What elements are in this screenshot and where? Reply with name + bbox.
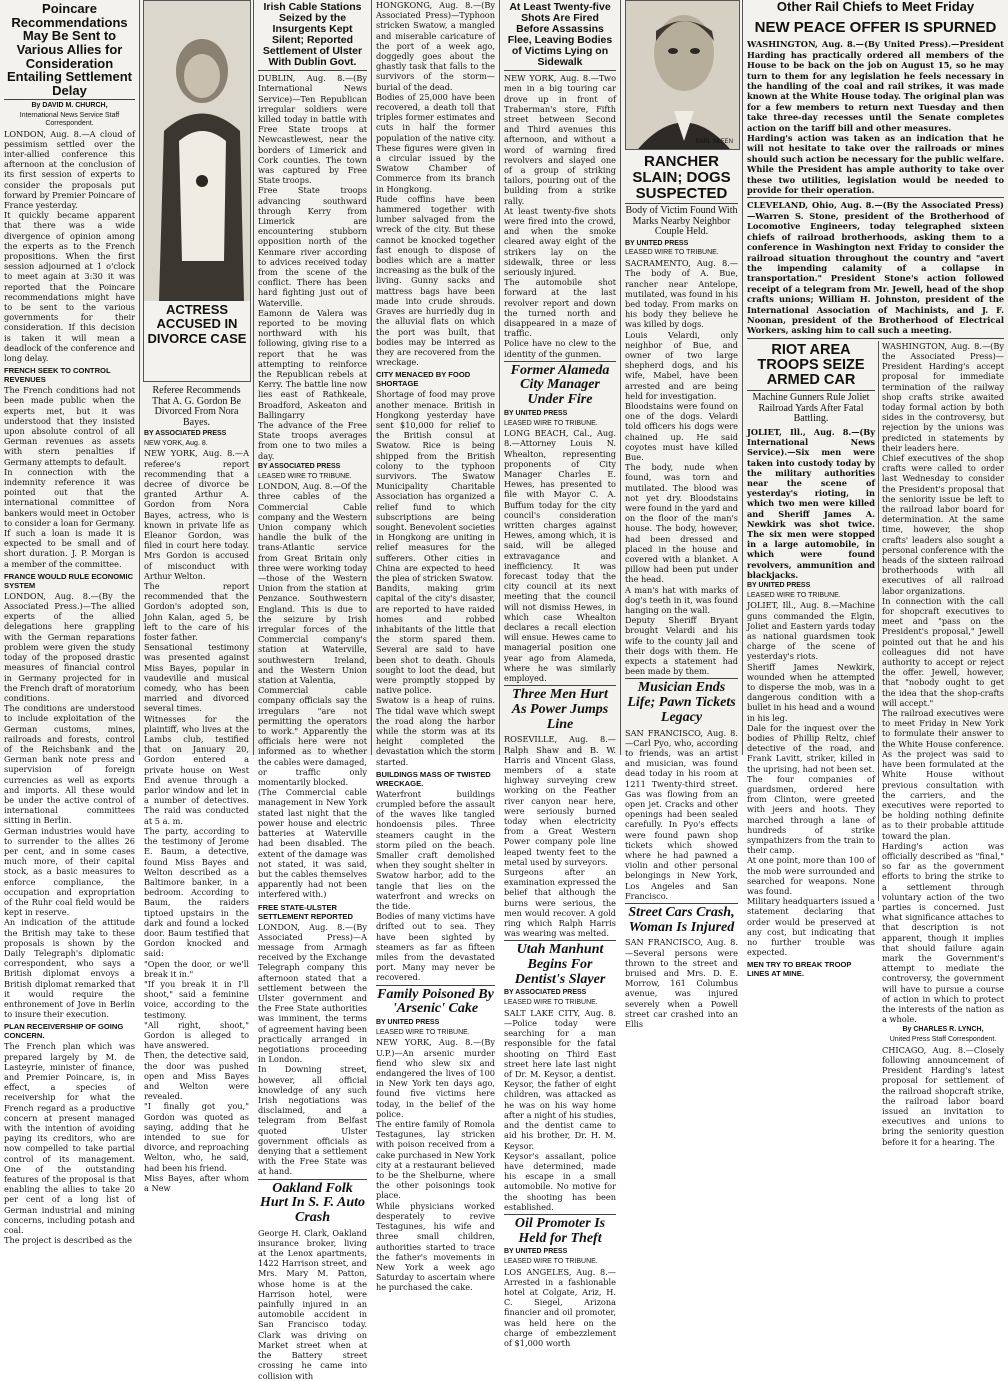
column-4 — [372, 0, 499, 1293]
divider — [625, 678, 738, 679]
paragraph: Miss Bayes, after whom a New — [144, 1172, 249, 1193]
byline: BY UNITED PRESS — [504, 1248, 568, 1256]
paragraph: SACRAMENTO, Aug. 8.—The body of A. Bue, rancher near Antelope, mutilated, was found in his bed today. From marks on his body they believe he was killed by dogs. — [625, 258, 738, 330]
column-7 — [743, 0, 1008, 1147]
headline-utah-manhunt: Utah Manhunt Begins For Dentist's Slayer — [514, 942, 606, 987]
byline-wire: LEASED WIRE TO TRIBUNE. — [504, 419, 598, 427]
paragraph: Free State troops advancing southward through Kerry from Limerick are encountering stubborn opposition north of the Kenmare river according to advices received today from the scene of the conflict. There has been hard fighting just out of Waterville. — [258, 185, 367, 308]
paragraph: LOS ANGELES, Aug. 8.—Arrested in a fashionable hotel at Colgate, Ariz, H. C. Siegel, Arizona financier and oil promoter, was held here on the charge of embezzlement of $1,000 worth — [504, 1266, 616, 1349]
rancher-photo — [625, 0, 740, 150]
byline-wire: LEASED WIRE TO TRIBUNE. — [747, 591, 841, 599]
divider — [504, 940, 616, 941]
paragraph: ROSEVILLE, Aug. 8.—Ralph Shaw and B. W. Harris and Vincent Glass, members of a state highway surveying crew working on the Feather river canyon near here, were seriously burned today when electricity from a Great Western Power company pole line leaped twenty feet to the metal used by surveyors. — [504, 734, 616, 867]
paragraph: "All right, shoot," Gordon is alleged to have answered. — [144, 1019, 249, 1051]
paragraph: JOLIET, Ill., Aug. 8.—(By International News Service).—Six men were taken into custody today by the military authorities near the scene of yesterday's rioting, in which two men were killed and Sheriff James A. Newkirk was shot twice. The six men were stopped in a large automobile, in which were found revolvers, ammunition and blackjacks. — [747, 426, 875, 580]
subhead: PLAN RECEIVERSHIP OF GOING CONCERN. — [4, 1022, 124, 1041]
paragraph: The four companies of guardsmen, ordered here from Clinton, were greeted with jeers and hoots. They marched through a lane of hundreds of strike sympathizers from the train to their camp. — [747, 773, 875, 856]
paragraph: NEW YORK, Aug. 8.—(By U.P.)—An arsenic murder fiend who slew six and endangered the lives of 100 in New York ten days ago, found five victims here today, in the belief of the police. — [376, 1037, 495, 1119]
headline-irish-cable: Irish Cable Stations Seized by the Insurgents Kept Silent; Reported Settlement of Ulster With Dublin Govt. — [262, 1, 363, 69]
paragraph: Harding's action was taken as an indication that he will not hesitate to take over the railroads or mines should such action be necessary for the public welfare. While the President has ample authority to take over these two utilities, legislation would be needed to provide for their operation. — [747, 133, 1004, 196]
byline-wire: LEASED WIRE TO TRIBUNE. — [625, 249, 719, 257]
byline-wire: LEASED WIRE TO TRIBUNE. — [504, 1257, 598, 1265]
paragraph: NEW YORK, Aug. 8.—A referee's report recommending that a decree of divorce be granted Arthur A. Gordon from Nora Bayes, actress, who is known in private life as Eleanor Gordon, was filed in court here today. Mrs Gordon is accused of misconduct with Arthur Welton. — [144, 448, 249, 581]
paragraph: The party, according to the testimony of Jerome E. Baum, a detective, found Miss Bayes and Welton described as a Baltimore banker, in a bedroom. According to Baum, the raiders tiptoed upstairs in the dark and found a locked door. Baum testified that Gordon knocked and said: — [144, 825, 249, 959]
headline-rancher-slain: RANCHER SLAIN; DOGS SUSPECTED — [632, 153, 731, 202]
byline-wire: LEASED WIRE TO TRIBUNE. — [258, 472, 352, 480]
headline-street-cars: Street Cars Crash, Woman Is Injured — [628, 904, 735, 935]
paragraph: The entire family of Romola Testagunes, lay stricken with poison received from a cake purchased in New York city at a restaurant believed to be the Shelburne, where the other poisonings took place. — [376, 1119, 495, 1201]
paragraph: In Downing street, however, all official knowledge of any such Irish negotiations was disclaimed, and a telegram from Belfast quoted Ulster government officials as denying that a settlement with the Free State was at hand. — [258, 1064, 367, 1177]
paragraph: Louis Velardi, only neighbor of Bue, and owner of two large shepherd dogs, and his wife, Mabel, have been arrested and are being held for investigation. — [625, 329, 738, 401]
paragraph: SAN FRANCISCO, Aug. 8.—Carl Pyo, who, according to friends, was an artist and musician, was found dead today in his room at 1211 Twenty-third street. Gas was flowing from an open jet. Cracks and other openings had been sealed carefully. In Pyo's effects were found pawn shop tickets which showed where he had pawned a violin and other personal belongings in New York, Los Angeles and San Francisco. — [625, 727, 738, 901]
paragraph: Sheriff James Newkirk, wounded when he attempted to disperse the mob, was in a dangerous condition with a bullet in his head and a wound in his leg. — [747, 661, 875, 723]
headline-alameda-manager: Former Alameda City Manager Under Fire — [510, 362, 610, 408]
divider — [258, 1179, 367, 1180]
divider — [625, 203, 738, 204]
headline-shots-fired: At Least Twenty-five Shots Are Fired Before Assassins Flee, Leaving Bodies of Victims Lying on Sidewalk — [507, 1, 613, 69]
paragraph: It quickly became apparent that there was a wide divergence of opinion among the experts as to the French propositions. When the first session adjourned at 1 o'clock to meet again at 3:30 it was reported that the Poincare recommendations might have to be sent to the various governments for their consideration. If this decision is taken it will mean a deadlock of the conference and long delay. — [4, 210, 135, 364]
paragraph: In connection with the indemnity reference it was pointed out that the international committee of bankers would meet in October to consider a loan for Germany. If such a loan is made it is expected to be small and of short duration. J. P. Morgan is a member of the committee. — [4, 466, 135, 569]
column-1 — [0, 0, 139, 1246]
paragraph: HONGKONG, Aug. 8.—(By Associated Press)—Typhoon stricken Swatow, a mangled and miserable caricature of the port of a week ago, doggedly goes about the ghastly task that falls to the survivors of the storm—burial of the dead. — [376, 0, 495, 92]
paragraph: Eamonn de Valera was reported to be moving northward with his following, giving rise to a report that he was attempting to reinforce the Republican rebels at Kerry. The battle line now lies east of Rathkeale, Broadford, Askeaton and Ballingarry — [258, 307, 367, 420]
paragraph: LONDON, Aug. 8.—A cloud of pessimism settled over the inter-allied conference this afternoon at the conclusion of its first session of experts to consider the proposals put forward by Premier Poincare of France yesterday. — [4, 128, 135, 210]
paragraph: A man's hat with marks of dog's teeth in it, was found hanging on the wall. — [625, 584, 738, 616]
paragraph: At one point, more than 100 of the mob were surrounded and searched for weapons. None was found. — [747, 855, 875, 897]
paragraph: The railroad executives were to meet Friday in New York to formulate their answer to the White House conference. As the project was said to have been formulated at the White House without previous consultation with the carriers, and the executives were reported to be holding nothing definite as to their probable attitude toward the plan. — [882, 708, 1004, 841]
headline-poincare: Poincare Recommendations May Be Sent to Various Allies for Consideration Entailing Settlement Delay — [7, 1, 132, 98]
paragraph: An indication of the attitude the British may take to these proposals is shown by the Daily Telegraph's diplomatic correspondent, who says a British diplomat envoys a British diplomat remarked that it would require the enthronement of Jove in Berlin to insure their execution. — [4, 917, 135, 1020]
paragraph: Waterfront buildings crumpled before the assault of the waves like tangled hondoensis piles. Three steamers caught in the storm piled on the beach. Smaller craft demolished when they sought shelter in Swatow harbor, add to the tangle that lies on the waterfront and wrecks on the tide. — [376, 788, 495, 912]
paragraph: Bloodstains were found on one of the dogs. Velardi told officers his dogs were chained up. He said coyotes must have killed Bue. — [625, 400, 738, 462]
paragraph: German industries would have to surrender to the allies 26 per cent, and in some cases much more, of their capital stock, as a basic measures to enforce compliance, the occupation and expropriation of the Ruhr coal field would be kept in reserve. — [4, 825, 135, 918]
paragraph: "If you break it in I'll shoot," said a feminine voice, according to the testimony. — [144, 978, 249, 1020]
byline-wire: LEASED WIRE TO TRIBUNE. — [376, 1028, 470, 1036]
byline: BY ASSOCIATED PRESS — [258, 462, 341, 470]
paragraph: Keysor's assailant, police have determined, made his escape in a small automobile. No motive for the shooting has been established. — [504, 1150, 616, 1212]
paragraph: Bandits, making grim capital of the city's disaster, are reported to have raided homes and robbed inhabitants of the little that the storm spared them. Several are said to have been shot to death. Ghouls sought to loot the dead, but were promptly stopped by native police. — [376, 583, 495, 696]
portrait-illustration — [626, 1, 739, 149]
byline: BY UNITED PRESS — [747, 581, 811, 589]
subhead: BUILDINGS MASS OF TWISTED WRECKAGE. — [376, 769, 491, 788]
headline-family-poisoned: Family Poisoned By 'Arsenic' Cake — [377, 986, 494, 1017]
headline-oil-promoter: Oil Promoter Is Held for Theft — [514, 1215, 606, 1246]
divider — [376, 985, 495, 986]
top-banner: Other Rail Chiefs to Meet Friday — [776, 0, 975, 14]
paragraph: SALT LAKE CITY, Aug. 8.—Police today were searching for a man responsible for the fatal shooting on Third East street here late last night of Dr. M. Keysor, a dentist. Keysor, the father of eight children, was attacked as he was on his way home after a night of his studies, and the dentist came to aid his brother, Dr. H. M. Keysor. — [504, 1007, 616, 1151]
byline: BY ASSOCIATED PRESS — [504, 989, 587, 997]
paragraph: LONG BEACH, Cal., Aug. 8.—Attorney Louis N. Whealton, representing proponents of City Manager Charles E. Hewes, has presented to file with Mayor C. A. Buffum today for the city council's consideration written charges against Hewes, among which, it is said, will be alleged extravagance and inefficiency. It was forecast today that the city council at its next meeting that the council will not dismiss Hewes, in which case Whealton declares a recall election will ensue. Hewes came to managerial position one year ago from Alameda, where he was similarly employed. — [504, 428, 616, 684]
column-2 — [140, 0, 253, 1193]
paragraph: The project is described as the — [4, 1235, 132, 1246]
paragraph: LONDON, Aug. 8.—Of the three cables of the Commercial Cable company and the Western Union company which handle the bulk of the trans-Atlantic service from Great Britain only three were working today—those of the Western Union from the station at Penzance. Southwestern England. This is due to the seizure by Irish irregular forces of the Commercial company's station at Waterville, southwestern Ireland, and the Western Union station at Valentia, — [258, 481, 367, 686]
headline-oakland-crash: Oakland Folk Hurt In S. F. Auto Crash — [259, 1180, 366, 1225]
column-5 — [500, 0, 620, 1349]
paragraph: Shortage of food may prove another menace. British in Hongkong yesterday have sent $10,000 for relief to the British consul at Swatow. Rice is being shipped from the British colony to the typhoon survivors. The Swatow Municipality Charitable Association has organized a relief fund to which subscriptions are being sought. Benevolent societies in Hongkong are uniting in relief measures for the sufferers. Other cities in China are expected to heed the plea of stricken Swatow. — [376, 389, 495, 583]
paragraph: "I finally got you," Gordon was quoted as saying, adding that he intended to sue for divorce, and reproaching Welton, who, he said, had been his friend. — [144, 1101, 249, 1173]
paragraph: Chief executives of the shop crafts were called to order last Wednesday to consider the President's proposal that the seniority issue be left to the railroad labor board for determination. At the same time, however, the shop crafts' leaders also sought a personal conference with the heads of the sixteen railroad brotherhoods with all executives of all railroad labor organizations. — [882, 453, 1004, 596]
paragraph: The French conditions had not been made public when the experts met, but it was understood that they insisted upon absolute control of all German revenues as assets with stern penalties if Germany attempts to default. — [4, 385, 135, 467]
subheadline-body-found: Body of Victim Found With Marks Nearby Neighbor Couple Held. — [625, 205, 738, 238]
headline-peace-offer: NEW PEACE OFFER IS SPURNED — [754, 18, 997, 36]
column-6 — [621, 0, 742, 1029]
photo-label: EARL SKEEN — [695, 139, 733, 145]
dateline: NEW YORK, Aug. 8. — [144, 439, 208, 447]
paragraph: Dale for the inquest over the bodies of Phillip Reltz, chief detective of the road, and Frank Lavitt, striker, killed in the uprising, had not been set. — [747, 722, 875, 774]
paragraph: Witnesses for the plaintiff, who lives at the Lambs club, testified that on January 20, Gordon entered a private house on West End avenue through a parlor window and let in a number of detectives. The raid was conducted at 5 a. m. — [144, 713, 249, 826]
paragraph: Swatow is a heap of ruins. The tidal wave which swept the road along the harbor while the storm was at its height completed the devastation which the storm started. — [376, 695, 495, 767]
paragraph: Surgeons after an examination expressed the belief that although the burns were serious, the men would recover. A gold ring which Ralph Harris was wearing was melted. — [504, 867, 616, 939]
paragraph: "Open the door, or we'll break it in." — [144, 958, 249, 979]
paragraph: Commercial cable company officials say the irregulars "are not permitting the operators to work." Apparently the officials here were not informed as to whether the cables were damaged, or traffic only momentarily blocked. — [258, 685, 367, 788]
byline: BY UNITED PRESS — [376, 1019, 440, 1027]
subhead: MEN TRY TO BREAK TROOP LINES AT MINE. — [747, 960, 852, 979]
paragraph: The body, nude when found, was torn and mutilated. The blood was not yet dry. Bloodstains were found in the yard and on the floor of the man's house. The body, however, had been dressed and placed in the house and covered with a blanket. A pillow had been put under the head. — [625, 462, 738, 585]
paragraph: Harding's action was officially described as "final," so far as the government efforts to bring the strike to a settlement through voluntary action of the two parties is concerned. Just what significance attaches to that description is not apparent, though it implies that should failure again mark the Government's attempt to mediate the controversy, the government will have to pursue a course of action in which to protect the interests of the nation as a whole. — [882, 840, 1004, 1025]
byline: By CHARLES R. LYNCH, — [902, 1026, 984, 1034]
paragraph: Bodies of many victims have drifted out to sea. They have been sighted by steamers as far as fifteen miles from the devastated port. Many may never be recovered. — [376, 911, 495, 983]
headline-riot-troops: RIOT AREA TROOPS SEIZE ARMED CAR — [757, 341, 865, 389]
paragraph: Bodies of 25,000 have been recovered, a death toll that triples former estimates and cuts in half the former population of the native city. These figures were given in a circular issued by the Swatow Chamber of Commerce from its branch in Hongkong. — [376, 91, 495, 194]
photo-caption: ACTRESS ACCUSED IN DIVORCE CASE — [147, 302, 247, 346]
byline: By DAVID M. CHURCH, — [31, 102, 108, 110]
paragraph: CHICAGO, Aug. 8.—Closely following announcement of President Harding's latest proposal for settlement of the railroad shopcraft strike, the railroad labor board issued an invitation to executives and unions to bring the seniority question before it for a hearing. The — [882, 1044, 1004, 1147]
paragraph: In connection with the call for shopcraft executives to meet and "pass on the President's proposal," Jewell pointed out that he and his colleagues did not have authority to accept or reject the offer. Jewell, however, that "nobody ought to get the idea that the shop-crafts will accept." — [882, 595, 1004, 708]
paragraph: The advance of the Free State troops averages from one to two miles a day. — [258, 420, 367, 461]
paragraph: DUBLIN, Aug. 8.—(By International News Service)—Ten Republican irregular soldiers were killed today in battle with Free State troops at Newcastlewest, near the borders of Limerick and Cork counties. The town was captured by Free State troops. — [258, 73, 367, 186]
column-rule — [878, 341, 879, 901]
byline: BY UNITED PRESS — [504, 409, 568, 417]
paragraph: WASHINGTON, Aug. 8.—(By United Press).—President Harding has practically ordered all members of the House to be back on the job on August 15, so he may turn to them for any legislation he feels necessary in the handling of the coal and rail strikes, it was made known at the White House today. The original plan was for a few members to return next Tuesday and then take three-day recesses until the Senate completes action on the tariff bill and other measures. — [747, 39, 1004, 133]
byline: BY UNITED PRESS — [625, 239, 689, 247]
paragraph: JOLIET, Ill., Aug. 8.—Machine guns commanded the Elgin, Joliet and Eastern yards today as national guardsmen took charge of the scene of yesterday's riots. — [747, 600, 875, 662]
divider — [747, 338, 1004, 339]
paragraph: Rude coffins have been hammered together with lumber salvaged from the wreck of the city. But these cannot be knocked together fast enough to dispose of bodies which are a matter increasing as the bulk of the living. Gunny sacks and mattress bags have been made into crude shrouds. Graves are hurriedly dug in the alluvial flats on which the port was built, that bodies may be interred as they are recovered from the wreckage. — [376, 193, 495, 368]
paragraph: Police have no clew to the identity of the gunmen. — [504, 338, 616, 359]
divider — [504, 1214, 616, 1215]
paragraph: While physicians worked desperately to revive Testagunes, his wife and three small children, authorities started to trace the father's movements in New York a week ago Saturday to ascertain where he purchased the cake. — [376, 1200, 495, 1293]
paragraph: NEW YORK, Aug. 8.—Two men in a big touring car drove up in front of Traberman's store, Fifth street between Second and Third avenues this afternoon, and without a word of warning fired revolvers and slayed one of a group of striking tailors, pouring out of the building from a strike rally. — [504, 73, 616, 206]
byline-wire: LEASED WIRE TO TRIBUNE. — [504, 999, 598, 1007]
headline-musician: Musician Ends Life; Pawn Tickets Legacy — [627, 680, 736, 725]
paragraph: Then, the detective said, the door was pushed open and Miss Bayes and Welton were revealed. — [144, 1050, 249, 1102]
divider — [625, 903, 738, 904]
headline-power-line: Three Men Hurt As Power Jumps Line — [511, 687, 609, 732]
divider — [258, 70, 367, 71]
paragraph: The automobile shot forward at the last revolver report and down the turned north and disappeared in a maze of traffic. — [504, 277, 616, 339]
paragraph: The conditions are understood to include exploitation of the German customs, mines, railroads and forests, control of the Reichsbank and the German bank note press and supervision of foreign currencies as well as exports and imports. All these would be under the active control of international committees sitting in Berlin. — [4, 703, 135, 826]
paragraph: The French plan which was prepared largely by M. de Lasteyrie, minister of finance, and Premier Poincare, is, in effect, a species of receivership for what the French regard as a productive concern at present managed with the intention of avoiding paying its creditors, who are now compelled to take partial control of its management. One of the outstanding features of the proposal is that enabling the allies to take 20 per cent of a long list of German industrial and mining concerns, including potash and coal. — [4, 1041, 135, 1236]
divider — [4, 99, 135, 100]
subhead: CITY MENACED BY FOOD SHORTAGE — [376, 370, 471, 389]
paragraph: WASHINGTON, Aug. 8.—(By the Associated Press)—President Harding's accept proposal for immediate termination of the railway shop crafts strike awaited today formal action by both sides in the controversy, but rejection by the unions was predicted in statements by their leaders here. — [882, 340, 1004, 453]
byline-desc: International News Service Staff Correspondent. — [19, 112, 120, 127]
paragraph: CLEVELAND, Ohio, Aug. 8.—(By the Associated Press)—Warren S. Stone, president of the Brotherhood of Locomotive Engineers, today telegraphed sixteen chiefs of railroad brotherhoods, asking them to a conference in Washington next Friday to consider the railroad situation throughout the country and "avert the impending calamity of a collapse in transportation." President Stone's action followed receipt of a telegram from Mr. Jewell, head of the shop crafts unions; William H. Johnston, president of the International Association of Machinists, and J. F. Noonan, president of the Brotherhood of Electrical Workers, asking him to call such a meeting. — [747, 200, 1004, 336]
paragraph: George H. Clark, Oakland insurance broker, living at the Lenox apartments, 1422 Harrison street, and Mrs. Mary M. Patton, whose home is at the Harrison hotel, were painfully injured in an automobile accident in San Francisco today. Clark was driving on Market street when at the Battery street crossing he came into collision with — [258, 1227, 367, 1381]
paragraph: LONDON, Aug. 8.—(By the Associated Press.)—The allied experts of the allied delegations here grappling with the German reparations problem were given the study today of the proposed drastic measures of financial control in Germany projected for in the French draft of moratorium conditions. — [4, 590, 135, 703]
paragraph: Sensational testimony was presented against Miss Bayes, popular in vaudeville and musical comedy, who has been married and divorced several times. — [144, 642, 249, 714]
paragraph: Military headquarters issued a statement declaring that order would be preserved at any cost, but indicating that no further trouble was expected. — [747, 896, 875, 958]
actress-photo — [143, 0, 251, 382]
byline-desc: United Press Staff Correspondent. — [889, 1036, 997, 1044]
subheadline-machine-gunners: Machine Gunners Rule Joliet Railroad Yards After Fatal Battling. — [752, 392, 870, 425]
headline-referee: Referee Recommends That A. G. Gordon Be Divorced From Nora Bayes. — [152, 385, 241, 428]
subhead: FRENCH SEEK TO CONTROL REVENUES — [4, 366, 111, 385]
paragraph: SAN FRANCISCO, Aug. 8.—Several persons were thrown to the street and bruised and Mrs. D. E. Morrow, 161 Columbus avenue, was injured severely when a Powell street car crashed into an Ellis — [625, 937, 738, 1029]
divider — [747, 390, 875, 391]
byline: BY ASSOCIATED PRESS — [144, 430, 227, 437]
divider — [504, 361, 616, 362]
subhead: FREE STATE-ULSTER SETTLEMENT REPORTED — [258, 902, 353, 921]
divider — [504, 70, 616, 71]
subhead: FRANCE WOULD RULE ECONOMIC SYSTEM — [4, 571, 134, 590]
divider — [504, 685, 616, 686]
column-3 — [254, 0, 371, 1381]
paragraph: LONDON, Aug. 8.—(By Associated Press)—A message from Armagh received by the Exchange Telegraph company this afternoon stated that a settlement between the Ulster government and the Free State authorities was imminent, the terms of agreement having been practically arranged in negotiations proceeding in London. — [258, 921, 367, 1065]
paragraph: The report recommended that the Gordon's adopted son, John Kalan, aged 5, be left to the care of his foster father. — [144, 581, 249, 643]
paragraph: Deputy Sheriff Bryant brought Velardi and his wife to the county jail and their dogs with them. He expects a statement had been made by them. — [625, 615, 738, 677]
divider — [747, 197, 1004, 198]
paragraph: (The Commercial cable management in New York stated last night that the power house and electric batteries at Waterville had been disabled. The extent of the damage was not stated, it was said, but the cables themselves apparently had not been interfered with.) — [258, 787, 367, 900]
paragraph: At least twenty-five shots were fired into the crowd, and when the smoke cleared away eight of the strikers lay on the sidewalk, three or less seriously injured. — [504, 205, 616, 277]
